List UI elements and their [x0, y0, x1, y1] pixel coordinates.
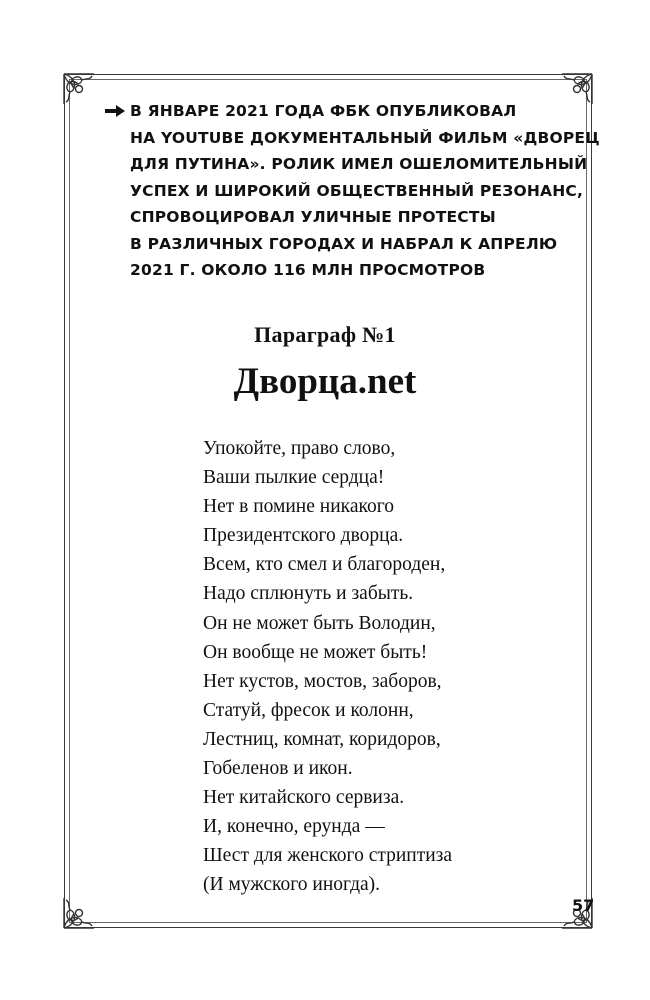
poem-line: Надо сплюнуть и забыть. — [203, 583, 414, 605]
poem-line: Президентского дворца. — [203, 525, 404, 547]
note-line: УСПЕХ И ШИРОКИЙ ОБЩЕСТВЕННЫЙ РЕЗОНАНС, — [130, 181, 584, 200]
note-line: НА YOUTUBE ДОКУМЕНТАЛЬНЫЙ ФИЛЬМ «ДВОРЕЦ — [130, 128, 600, 147]
footnote-block — [104, 98, 600, 284]
note-line: 2021 Г. ОКОЛО 116 МЛН ПРОСМОТРОВ — [130, 261, 486, 279]
poem-line: Упокойте, право слово, — [203, 438, 396, 459]
note-line: ДЛЯ ПУТИНА». РОЛИК ИМЕЛ ОШЕЛОМИТЕЛЬНЫЙ — [130, 155, 588, 173]
poem-line: Лестниц, комнат, коридоров, — [203, 728, 441, 750]
poem-line: Он вообще не может быть! — [203, 641, 428, 663]
poem-line: Нет китайского сервиза. — [203, 787, 405, 809]
poem-title: Дворца.net — [233, 361, 417, 402]
corner-ornament-icon — [58, 68, 100, 110]
poem-line: Статуй, фресок и колонн, — [203, 699, 414, 721]
arrow-right-icon — [104, 104, 126, 118]
poem-line: Ваши пылкие сердца! — [203, 467, 385, 489]
poem-body — [203, 434, 543, 900]
note-line: СПРОВОЦИРОВАЛ УЛИЧНЫЕ ПРОТЕСТЫ — [130, 208, 496, 226]
poem-line: Всем, кто смел и благороден, — [203, 554, 446, 576]
page-number: 57 — [572, 896, 595, 915]
poem-line: Нет кустов, мостов, заборов, — [203, 670, 442, 692]
poem-line: Нет в помине никакого — [203, 496, 394, 518]
note-line: В РАЗЛИЧНЫХ ГОРОДАХ И НАБРАЛ К АПРЕЛЮ — [130, 234, 558, 253]
poem-line: Гобеленов и икон. — [203, 758, 353, 780]
poem-line: Он не может быть Володин, — [203, 612, 436, 634]
corner-ornament-icon — [58, 892, 100, 934]
paragraph-label: Параграф №1 — [254, 322, 396, 347]
poem-line: Шест для женского стриптиза — [203, 845, 453, 867]
poem-line: (И мужского иногда). — [203, 874, 381, 896]
poem-line: И, конечно, ерунда — — [203, 816, 385, 838]
note-line: В ЯНВАРЕ 2021 ГОДА ФБК ОПУБЛИКОВАЛ — [130, 102, 517, 120]
